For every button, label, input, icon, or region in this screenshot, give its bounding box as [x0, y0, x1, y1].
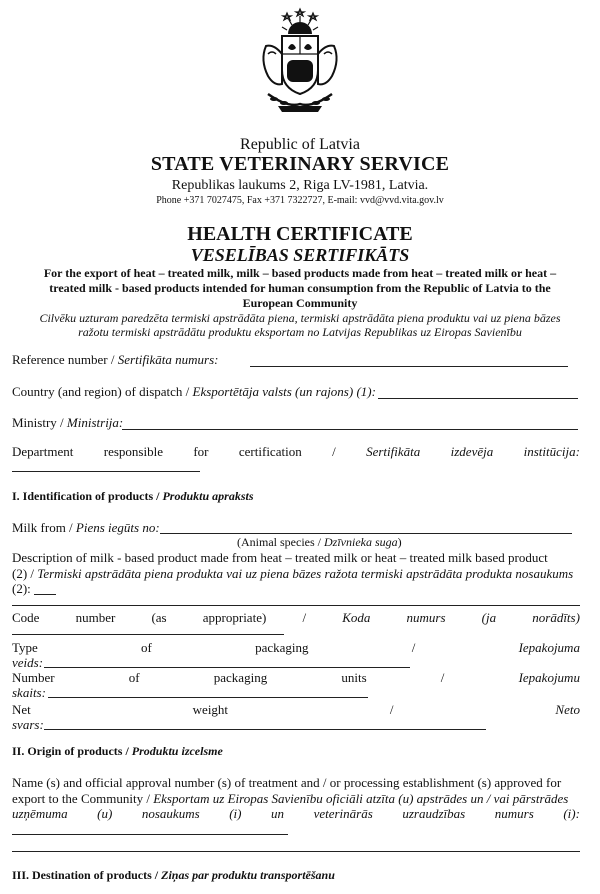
milk-from-input-line[interactable]	[160, 533, 572, 534]
ministry-label: Ministry / Ministrija:	[12, 415, 124, 430]
code-number-input-line[interactable]	[12, 634, 284, 635]
subtitle-lv-1: Cilvēku uzturam paredzēta termiski apstrādāta piena, termiski apstrādāta piena produktu vai uz piena bāzes	[39, 311, 561, 325]
origin-text-line-1: Name (s) and official approval number (s) of treatment and / or processing establishment (s) approved for	[12, 775, 562, 790]
service-name: STATE VETERINARY SERVICE	[150, 153, 450, 175]
packaging-type-lv: veids:	[12, 655, 44, 670]
section-2-heading: II. Origin of products / Produktu izcelsme	[12, 744, 223, 758]
origin-text-line-3: uzņēmuma (u) nosaukums (i) un veterinārās uzraudzības numurs (i):	[12, 806, 580, 821]
animal-species-caption: (Animal species / Dzīvnieka suga)	[237, 535, 402, 549]
title-en: HEALTH CERTIFICATE	[187, 223, 413, 245]
product-description-input-line[interactable]	[34, 594, 56, 595]
net-weight-label: Net weight / Neto	[12, 702, 580, 717]
service-contacts: Phone +371 7027475, Fax +371 7322727, E-mail: vvd@vvd.vita.gov.lv	[156, 195, 444, 206]
section-1-heading: I. Identification of products / Produktu apraksts	[12, 489, 254, 503]
product-description-line-2: (2) / Termiski apstrādāta piena produkta vai uz piena bāzes ražota termiski apstrādāta produkta nosaukums	[12, 566, 574, 581]
product-description-rule	[12, 605, 580, 606]
milk-from-label: Milk from / Piens iegūts no:	[12, 520, 160, 535]
service-address: Republikas laukums 2, Riga LV-1981, Latvia.	[171, 178, 429, 193]
packaging-type-input-line[interactable]	[44, 667, 410, 668]
coat-of-arms-emblem	[254, 6, 346, 116]
department-label: Department responsible for certification / Sertifikāta izdevēja institūcija:	[12, 444, 580, 459]
packaging-units-input-line[interactable]	[48, 697, 368, 698]
country-label: Country (and region) of dispatch / Eksportētāja valsts (un rajons) (1):	[12, 384, 376, 399]
establishment-input-line-1[interactable]	[12, 834, 288, 835]
subtitle-en-1: For the export of heat – treated milk, milk – based products made from heat – treated milk or heat –	[43, 266, 557, 280]
product-description-line-3: (2):	[12, 581, 31, 596]
reference-input-line[interactable]	[250, 366, 568, 367]
packaging-units-label: Number of packaging units / Iepakojumu	[12, 670, 580, 685]
country-name: Republic of Latvia	[240, 136, 360, 153]
origin-text-line-2: export to the Community / Eksportam uz Eiropas Savienību oficiāli atzīta (u) apstrādes un / vai pārstrādes	[12, 791, 569, 806]
net-weight-input-line[interactable]	[44, 729, 486, 730]
section-3-heading: III. Destination of products / Ziņas par produktu transportēšanu	[12, 868, 335, 882]
product-description-line-1: Description of milk - based product made from heat – treated milk or heat – treated milk based product	[12, 550, 548, 565]
packaging-units-lv: skaits:	[12, 685, 46, 700]
packaging-type-label: Type of packaging / Iepakojuma	[12, 640, 580, 655]
subtitle-en-3: European Community	[242, 296, 358, 310]
subtitle-lv-2: ražotu termiski apstrādātu produktu eksportam no Latvijas Republikas uz Eiropas Savienību	[78, 325, 522, 339]
department-input-line[interactable]	[12, 471, 200, 472]
establishment-input-line-2[interactable]	[12, 851, 580, 852]
net-weight-lv: svars:	[12, 717, 44, 732]
code-number-label: Code number (as appropriate) / Koda numurs (ja norādīts)	[12, 610, 580, 625]
ministry-input-line[interactable]	[122, 429, 578, 430]
country-input-line[interactable]	[378, 398, 578, 399]
reference-label: Reference number / Sertifikāta numurs:	[12, 352, 219, 367]
subtitle-en-2: treated milk - based products intended for human consumption from the Republic of Latvia to the	[49, 281, 551, 295]
title-lv: VESELĪBAS SERTIFIKĀTS	[190, 245, 410, 265]
